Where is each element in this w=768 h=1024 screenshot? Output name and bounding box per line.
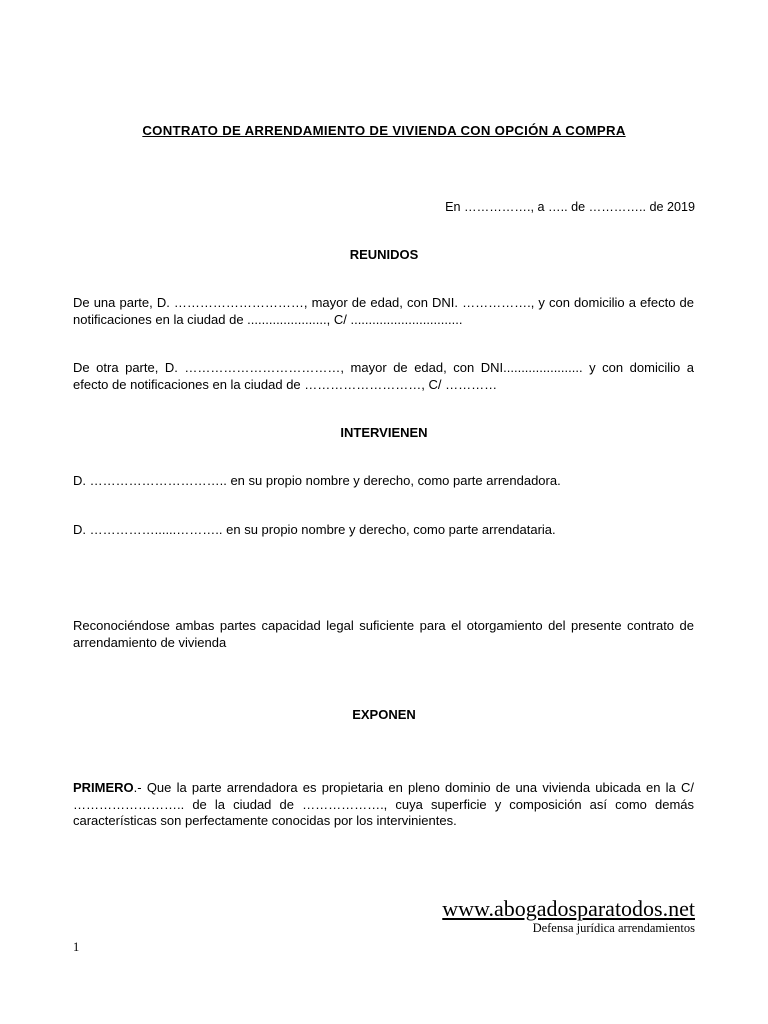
paragraph-parte-una: De una parte, D. …………………………, mayor de edad, con DNI. ……………., y con domicilio a efecto de notificaciones en la ciudad de ......................, C/ ...............................: [73, 295, 694, 327]
interviene-arrendataria: D. ……………......……….. en su propio nombre y derecho, como parte arrendataria.: [73, 522, 556, 537]
heading-exponen: EXPONEN: [352, 707, 416, 722]
page-number: 1: [73, 940, 80, 954]
footer-tagline: Defensa jurídica arrendamientos: [532, 921, 695, 935]
interviene-arrendadora: D. ………………………….. en su propio nombre y derecho, como parte arrendadora.: [73, 473, 561, 488]
paragraph-primero: [73, 780, 694, 830]
website-link[interactable]: www.abogadosparatodos.net: [442, 896, 695, 921]
place-date-line: En ……………., a ….. de ………….. de 2019: [445, 200, 695, 214]
heading-intervienen: INTERVIENEN: [340, 425, 428, 440]
primero-text: .- Que la parte arrendadora es propietaria en pleno dominio de una vivienda ubicada en la C/ …………………….. de la ciudad de ………………., cuya superficie y composición así como demás características son perfectamente conocidas por los intervinientes.: [73, 780, 694, 828]
document-title: CONTRATO DE ARRENDAMIENTO DE VIVIENDA CON OPCIÓN A COMPRA: [142, 123, 626, 138]
paragraph-parte-otra: De otra parte, D. ………………………………, mayor de edad, con DNI...................... y con domicilio a efecto de notificaciones en la ciudad de ………………………, C/ …………: [73, 360, 694, 392]
paragraph-reconociendose: Reconociéndose ambas partes capacidad legal suficiente para el otorgamiento del presente contrato de arrendamiento de vivienda: [73, 618, 694, 650]
primero-label: PRIMERO: [73, 780, 134, 795]
heading-reunidos: REUNIDOS: [349, 247, 419, 262]
